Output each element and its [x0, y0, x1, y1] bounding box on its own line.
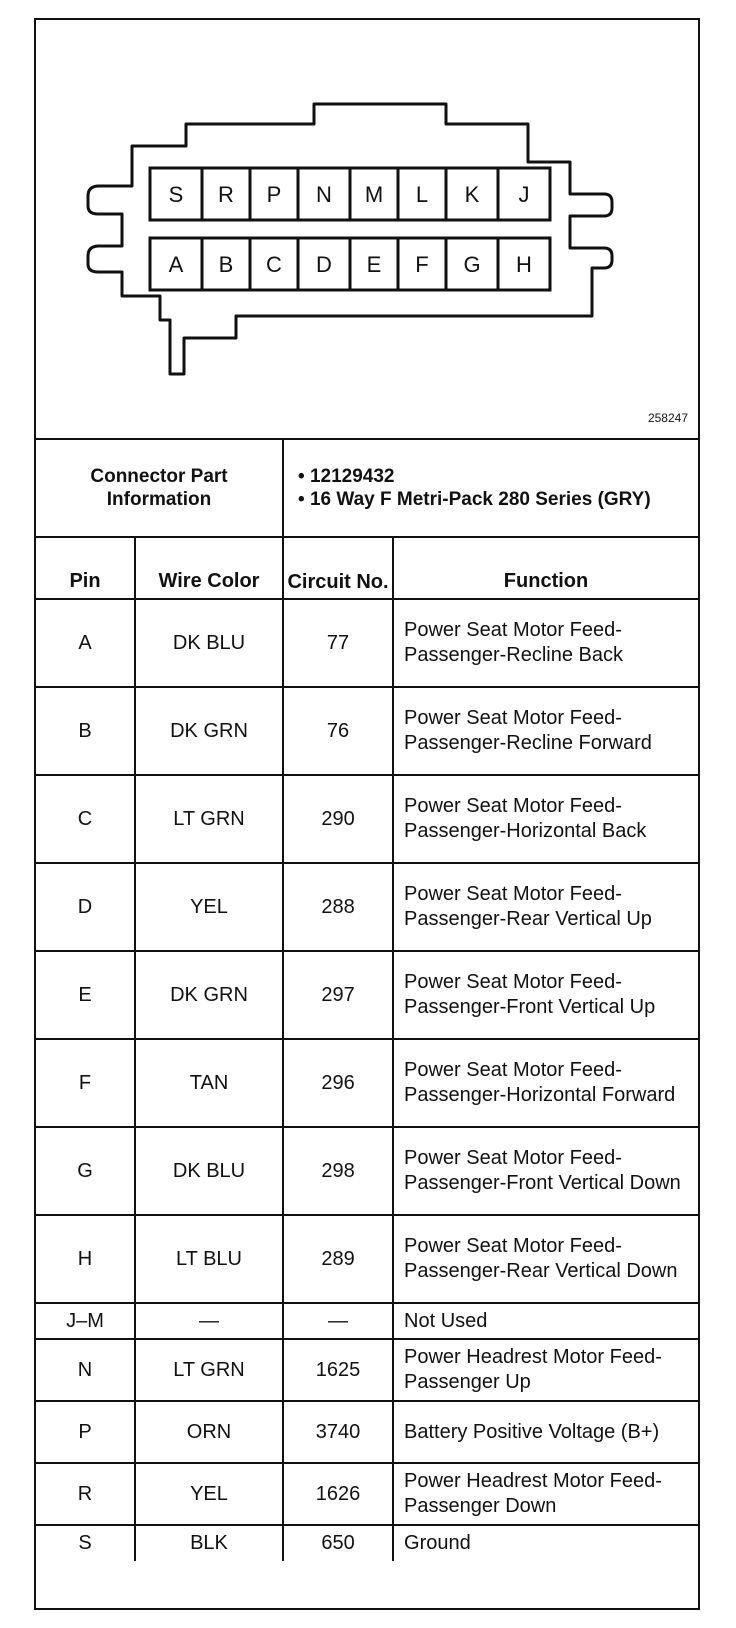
header-wire-color: Wire Color	[135, 537, 283, 599]
circuit-cell: 1625	[283, 1339, 393, 1401]
circuit-cell: 288	[283, 863, 393, 951]
header-circuit: Circuit No.	[283, 537, 393, 599]
pinout-table	[36, 440, 698, 1561]
pin-label-d: D	[316, 252, 332, 277]
function-cell: Power Seat Motor Feed-Passenger-Front Vertical Up	[393, 951, 698, 1039]
connector-sheet	[34, 18, 700, 1610]
wire-color-cell: DK GRN	[135, 951, 283, 1039]
circuit-cell: 77	[283, 599, 393, 687]
wire-color-cell: TAN	[135, 1039, 283, 1127]
pin-cell: C	[36, 775, 135, 863]
pin-label-b: B	[218, 252, 234, 277]
pin-label-j: J	[518, 182, 530, 207]
wire-color-cell: LT GRN	[135, 775, 283, 863]
wire-color-cell: —	[135, 1303, 283, 1339]
pin-label-g: G	[463, 252, 481, 277]
wire-color-cell: LT BLU	[135, 1215, 283, 1303]
header-function: Function	[393, 537, 698, 599]
table-row	[36, 1339, 698, 1401]
pin-label-l: L	[415, 182, 429, 207]
function-cell: Power Seat Motor Feed-Passenger-Horizontal Back	[393, 775, 698, 863]
pin-cell: G	[36, 1127, 135, 1215]
connector-info-label: Connector Part Information	[36, 440, 283, 537]
pin-cell: N	[36, 1339, 135, 1401]
connector-type: • 16 Way F Metri-Pack 280 Series (GRY)	[298, 489, 651, 510]
table-row	[36, 863, 698, 951]
table-row	[36, 1463, 698, 1525]
function-cell: Ground	[393, 1525, 698, 1561]
table-row	[36, 1525, 698, 1561]
table-row	[36, 951, 698, 1039]
wire-color-cell: YEL	[135, 1463, 283, 1525]
table-row	[36, 775, 698, 863]
function-cell: Not Used	[393, 1303, 698, 1339]
table-row	[36, 687, 698, 775]
pin-label-m: M	[364, 182, 384, 207]
circuit-cell: 1626	[283, 1463, 393, 1525]
circuit-cell: 3740	[283, 1401, 393, 1463]
part-number: • 12129432	[298, 466, 395, 487]
circuit-cell: 290	[283, 775, 393, 863]
circuit-cell: 297	[283, 951, 393, 1039]
pin-label-s: S	[168, 182, 184, 207]
table-row	[36, 1303, 698, 1339]
figure-id: 258247	[647, 411, 688, 425]
connector-diagram	[36, 20, 698, 440]
pin-cell: R	[36, 1463, 135, 1525]
function-cell: Power Headrest Motor Feed-Passenger Down	[393, 1463, 698, 1525]
circuit-cell: 650	[283, 1525, 393, 1561]
pin-cell: F	[36, 1039, 135, 1127]
pin-cell: H	[36, 1215, 135, 1303]
pin-cell: D	[36, 863, 135, 951]
wire-color-cell: DK GRN	[135, 687, 283, 775]
header-row	[36, 537, 698, 599]
circuit-cell: 298	[283, 1127, 393, 1215]
table-row	[36, 1127, 698, 1215]
pin-cell: B	[36, 687, 135, 775]
pin-label-r: R	[218, 182, 234, 207]
pin-label-a: A	[168, 252, 184, 277]
function-cell: Power Seat Motor Feed-Passenger-Horizontal Forward	[393, 1039, 698, 1127]
pin-label-f: F	[415, 252, 429, 277]
circuit-cell: 289	[283, 1215, 393, 1303]
pin-cell: S	[36, 1525, 135, 1561]
wire-color-cell: LT GRN	[135, 1339, 283, 1401]
circuit-cell: 296	[283, 1039, 393, 1127]
pin-label-c: C	[266, 252, 282, 277]
pin-label-p: P	[266, 182, 282, 207]
pin-label-n: N	[316, 182, 332, 207]
pin-label-e: E	[366, 252, 382, 277]
pin-cell: P	[36, 1401, 135, 1463]
function-cell: Battery Positive Voltage (B+)	[393, 1401, 698, 1463]
table-row	[36, 599, 698, 687]
pin-cell: A	[36, 599, 135, 687]
wire-color-cell: DK BLU	[135, 599, 283, 687]
pin-cell: J–M	[36, 1303, 135, 1339]
circuit-cell: 76	[283, 687, 393, 775]
function-cell: Power Seat Motor Feed-Passenger-Recline Forward	[393, 687, 698, 775]
wire-color-cell: ORN	[135, 1401, 283, 1463]
table-row	[36, 1039, 698, 1127]
table-row	[36, 1401, 698, 1463]
wire-color-cell: BLK	[135, 1525, 283, 1561]
wire-color-cell: YEL	[135, 863, 283, 951]
connector-info-list	[283, 440, 698, 537]
function-cell: Power Seat Motor Feed-Passenger-Recline Back	[393, 599, 698, 687]
pin-label-h: H	[516, 252, 532, 277]
pin-cell: E	[36, 951, 135, 1039]
table-row	[36, 1215, 698, 1303]
circuit-cell: —	[283, 1303, 393, 1339]
connector-info-row	[36, 440, 698, 537]
function-cell: Power Seat Motor Feed-Passenger-Rear Vertical Up	[393, 863, 698, 951]
header-pin: Pin	[36, 537, 135, 599]
connector-outline	[36, 20, 698, 438]
function-cell: Power Seat Motor Feed-Passenger-Rear Vertical Down	[393, 1215, 698, 1303]
function-cell: Power Seat Motor Feed-Passenger-Front Vertical Down	[393, 1127, 698, 1215]
function-cell: Power Headrest Motor Feed-Passenger Up	[393, 1339, 698, 1401]
pin-label-k: K	[464, 182, 480, 207]
wire-color-cell: DK BLU	[135, 1127, 283, 1215]
